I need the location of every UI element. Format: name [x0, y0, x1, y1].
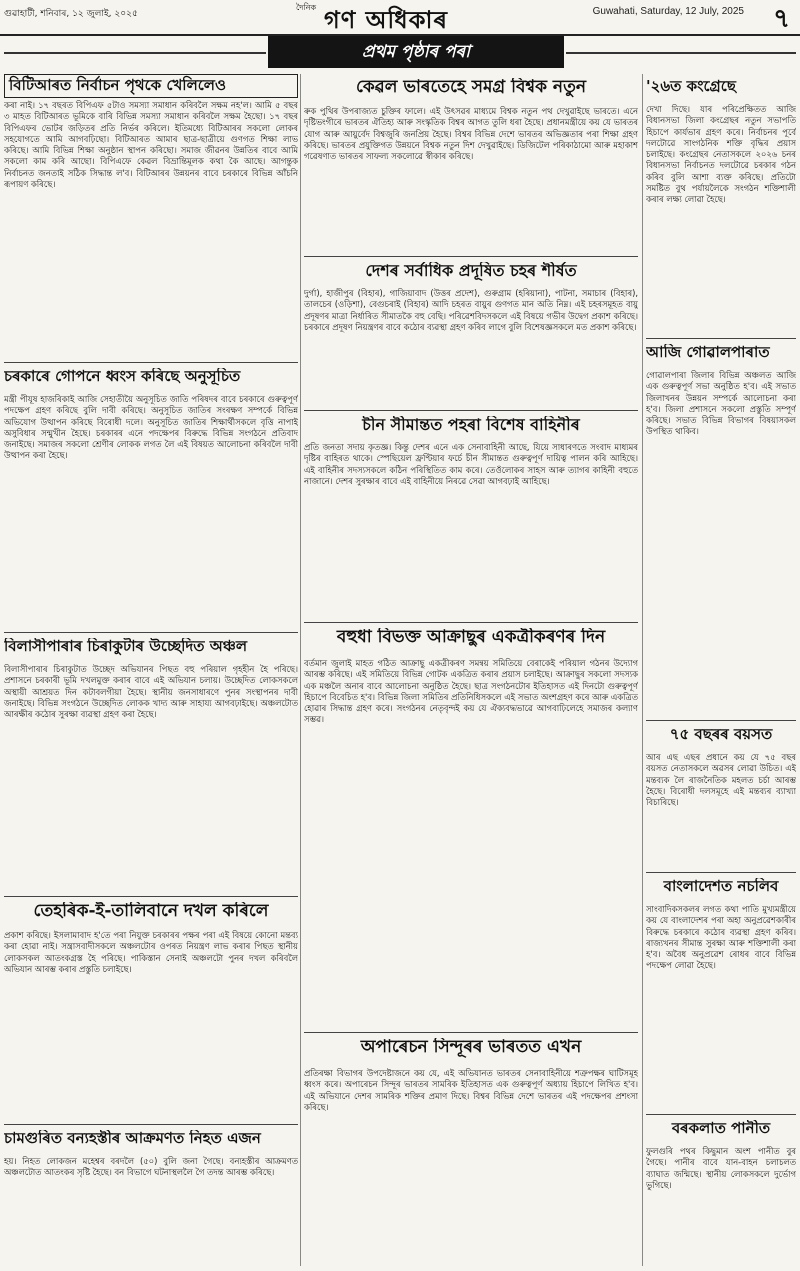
masthead-subtitle: দৈনিক — [296, 3, 317, 12]
column-separator — [642, 74, 643, 1266]
article-headline-box — [4, 1130, 298, 1152]
article-headline-box — [4, 368, 298, 390]
article-body — [646, 752, 796, 868]
article-headline-box — [304, 78, 638, 102]
banner-rule-left — [4, 52, 266, 54]
article-headline-box — [646, 726, 796, 748]
article-divider — [646, 872, 796, 873]
column-separator — [300, 74, 301, 1266]
article-body — [646, 104, 796, 334]
article-headline: আজি গোৱালপাৰাত — [646, 344, 770, 361]
article-text: প্ৰতিৰক্ষা বিভাগৰ উপদেষ্টাজনে কয় যে, এই অভিযানত ভাৰতৰ সেনাবাহিনীয়ে শত্ৰুপক্ষৰ ঘাটিসমূহ ধ্বংস কৰে। অপাৰেচন সিন্দূৰ ভাৰতৰ সামৰিক ইতিহাসত এক গুৰুত্বপূৰ্ণ অধ্যায় হিচাপে লিখিত হ'ব। এই অভিযানে দেশৰ সামৰিক শক্তিৰ প্ৰমাণ দিছে। বিশ্বৰ বিভিন্ন দেশে ভাৰতৰ এই পদক্ষেপৰ প্ৰশংসা কৰিছে। — [304, 1068, 638, 1112]
article-headline-box — [4, 74, 298, 98]
article-text: গোৱালপাৰা জিলাৰ বিভিন্ন অঞ্চলত আজি এক গুৰুত্বপূৰ্ণ সভা অনুষ্ঠিত হ'ব। এই সভাত জিলাখনৰ উন্নয়ন সম্পৰ্কে আলোচনা কৰা হ'ব। জিলা প্ৰশাসনে সকলো প্ৰস্তুতি সম্পূৰ্ণ কৰিছে। সভাত বিভিন্ন বিভাগৰ বিষয়াসকল উপস্থিত থাকিব। — [646, 370, 796, 437]
article-headline: বৰকলাত পানীত — [671, 1120, 771, 1137]
article-headline: ৭৫ বছৰৰ বয়সত — [669, 726, 773, 743]
banner-rule-right — [566, 52, 796, 54]
article-headline: চৰকাৰে গোপনে ধ্বংস কৰিছে অনুসূচিত — [4, 368, 241, 385]
article-headline-box — [4, 638, 298, 660]
date-bengali: গুৱাহাটী, শনিবাৰ, ১২ জুলাই, ২০২৫ — [4, 9, 138, 19]
article-headline: দেশৰ সৰ্বাধিক প্ৰদূষিত চহৰ শীৰ্ষত — [365, 262, 577, 280]
article-body — [304, 288, 638, 406]
article-text: আৰ এছ এছৰ প্ৰধানে কয় যে ৭৫ বছৰ বয়সত নেতাসকলে অৱসৰ লোৱা উচিত। এই মন্তব্যক লৈ ৰাজনৈতিক মহলত চৰ্চা আৰম্ভ হৈছে। বিৰোধী দলসমূহে এই মন্তব্যৰ ব্যাখ্যা বিচাৰিছে। — [646, 752, 796, 808]
article-body — [4, 1156, 298, 1266]
article-headline-box — [304, 416, 638, 438]
article-headline-box — [4, 902, 298, 926]
article-headline-box — [304, 1038, 638, 1064]
article-body — [304, 658, 638, 1028]
article-body — [646, 904, 796, 1110]
date-english: Guwahati, Saturday, 12 July, 2025 — [592, 6, 744, 17]
article-headline-box — [646, 1120, 796, 1142]
article-headline: চীন সীমান্তত পহৰা বিশেষ বাহিনীৰ — [362, 416, 580, 434]
article-body — [646, 370, 796, 716]
article-text: কৰা নাই। ১৭ বছৰত বিপিএফ ৫টাও সমস্যা সমাধান কৰিবলৈ সক্ষম নহ'ল। আমি ৫ বছৰ ৩ মাহত বিটিআৰত ভূমিকে বাৰি বিভিন্ন সমস্যা সমাধান কৰিবলৈ সক্ষম হৈছো। ১৭ বছৰ বিপিএফৰ ভোটৰ জড়িতৰ প্ৰতি নিৰ্ভৰ কৰিলে। ইতিমধ্যে বিটিআৰৰ সকলো লোকৰ সহযোগতে আমি আগবঢ়িছো। বিটিআৰত আমাৰ ছাত্ৰ-ছাত্ৰীয়ে গুণগত শিক্ষা লাভ কৰিছে। আমি বিভিন্ন শিক্ষা অনুষ্ঠান স্থাপন কৰিছো। সমাজ জীৱনৰ উন্নতিৰ বাবে আমি সকলো কাম কৰি আছো। বিপিএফে কেৱল বিভ্ৰান্তিমূলক কথা কৈ আছে। আগন্তুক নিৰ্বাচনত জনতাই সঠিক সিদ্ধান্ত ল'ব। বিটিআৰৰ উন্নয়নৰ বাবে চৰকাৰে বিভিন্ন আঁচনি ৰূপায়ণ কৰিছে। — [4, 100, 298, 190]
article-headline: বিটিআৰত নিৰ্বাচন পৃথকে খেলিলেও — [9, 76, 227, 94]
article-text: প্ৰতি জনতা সদায় কৃতজ্ঞ। কিন্তু দেশৰ এনে এক সেনাবাহিনী আছে, যিয়ে সাধাৰণতে সংবাদ মাধ্যমৰ দৃষ্টিৰ বাহিৰত থাকে। স্পেছিয়েল ফ্ৰণ্টিয়াৰ ফৰ্চে চীন সীমান্তত গুৰুত্বপূৰ্ণ দায়িত্ব পালন কৰি আহিছে। এই বাহিনীৰ সদস্যসকলে কঠিন পৰিস্থিতিত কাম কৰে। তেওঁলোকৰ সাহস আৰু ত্যাগৰ কাহিনী বহুতে নাজানে। দেশৰ সুৰক্ষাৰ বাবে এই বাহিনীয়ে নিৰৱে সেৱা আগবঢ়াই আহিছে। — [304, 442, 638, 486]
article-headline-box — [646, 344, 796, 366]
masthead-title: গণ অধিকাৰ — [324, 6, 448, 34]
article-body — [304, 106, 638, 252]
article-body — [4, 394, 298, 628]
article-headline-box — [646, 78, 796, 100]
article-headline: চামগুৰিত বন্যহস্তীৰ আক্ৰমণত নিহত এজন — [4, 1130, 261, 1147]
section-banner: প্ৰথম পৃষ্ঠাৰ পৰা — [268, 36, 564, 68]
article-body — [304, 442, 638, 618]
article-divider — [304, 410, 638, 411]
article-text: বৰ্তমান জুলাই মাহত গঠিত আক্ৰাছু একত্ৰীকৰণ সমন্বয় সমিতিয়ে বেৰাকেই পৰিয়াল গঠনৰ উদ্যোগ আৰম্ভ কৰিছে। এই সমিতিয়ে বিভিন্ন গোটক একত্ৰিত কৰাৰ প্ৰয়াস চলাইছে। আক্ৰাছুৰ সকলো সদস্যক এক মঞ্চলৈ অনাৰ বাবে আলোচনা অনুষ্ঠিত হৈছে। ছাত্ৰ সংগঠনটোৰ ইতিহাসত এই দিনটো গুৰুত্বপূৰ্ণ হিচাপে বিবেচিত হ'ব। বিভিন্ন জিলা সমিতিৰ প্ৰতিনিধিসকলে এই সভাত অংশগ্ৰহণ কৰে আৰু একত্ৰিত হোৱাৰ সিদ্ধান্ত গ্ৰহণ কৰে। সংগঠনৰ নেতৃবৃন্দই কয় যে ঐক্যবদ্ধভাৱে আগবাঢ়িলেহে সমাজৰ কল্যাণ সম্ভৱ। — [304, 658, 638, 725]
article-divider — [4, 1124, 298, 1125]
article-text: ফুলগুৰি পথৰ কিছুমান অংশ পানীত বুৰ গৈছে। পানীৰ বাবে যান-বাহন চলাচলত ব্যাঘাত জন্মিছে। স্থানীয় লোকসকলে দুৰ্ভোগ ভুগিছে। — [646, 1146, 796, 1190]
article-text: দুৰ্গা), হাজীপুৰ (বিহাৰ), গাজিয়াবাদ (উত্তৰ প্ৰদেশ), গুৰুগ্ৰাম (হৰিয়ানা), পাটনা, সমাচাৰ (বিহাৰ), তালচেৰ (ওড়িশা), বেগুচৰাই (বিহাৰ) আদি চহৰত বায়ুৰ গুণগত মান অতি নিম্ন। এই চহৰসমূহত বায়ু প্ৰদূষণৰ মাত্ৰা নিৰ্ধাৰিত সীমাতকৈ বহু বেছি। পৰিৱেশবিদসকলে এই বিষয়ে গভীৰ উদ্বেগ প্ৰকাশ কৰিছে। চৰকাৰে প্ৰদূষণ নিয়ন্ত্ৰণৰ বাবে কঠোৰ ব্যৱস্থা গ্ৰহণ কৰিব লাগে বুলি বিশেষজ্ঞসকলে মত প্ৰকাশ কৰিছে। — [304, 288, 638, 332]
article-divider — [304, 1032, 638, 1033]
article-body — [646, 1146, 796, 1266]
article-headline-box — [646, 878, 796, 900]
masthead — [236, 0, 536, 36]
article-divider — [4, 362, 298, 363]
article-headline: তেহৰিক-ই-তালিবানে দখল কৰিলে — [33, 902, 269, 921]
article-divider — [304, 256, 638, 257]
article-text: প্ৰকাশ কৰিছে। ইসলামাবাদ হ'তে পৰা নিযুক্ত চৰকাৰৰ পক্ষৰ পৰা এই বিষয়ে কোনো মন্তব্য কৰা হোৱা নাই। সন্ত্ৰাসবাদীসকলে অঞ্চলটোৰ ওপৰত নিয়ন্ত্ৰণ লাভ কৰাৰ পিছত স্থানীয় লোকসকল আতংকগ্ৰস্ত হৈ পৰিছে। পাকিস্তান সেনাই অঞ্চলটো পুনৰ দখল কৰিবলৈ অভিযান আৰম্ভ কৰাৰ প্ৰস্তুতি চলাইছে। — [4, 930, 298, 974]
article-text: ৰুক পুথিৰ উপৰাজ্যত চুক্তিৰ ফালে। এই উৎসৱৰ মাধ্যমে বিশ্বক নতুন পথ দেখুৱাইছে ভাৰতে। এনে দৃষ্টিভংগীৰে ভাৰতৰ ঐতিহ্য আৰু সংস্কৃতিক বিশ্বৰ আগত তুলি ধৰা হৈছে। প্ৰধানমন্ত্ৰীয়ে কয় যে ভাৰতৰ যোগ আৰু আয়ুৰ্বেদ বিশ্বজুৰি জনপ্ৰিয় হৈছে। বিশ্বৰ বিভিন্ন দেশে ভাৰতৰ অভিজ্ঞতাৰ পৰা শিক্ষা গ্ৰহণ কৰিছে। ভাৰতৰ প্ৰযুক্তিগত উন্নয়নে বিশ্বক নতুন দিশ দেখুৱাইছে। ডিজিটেল পৰিকাঠামো আৰু মহাকাশ গৱেষণাত ভাৰতৰ সাফল্য সকলোৱে স্বীকাৰ কৰিছে। — [304, 106, 638, 162]
article-headline: কেৱল ভাৰতেহে সমগ্ৰ বিশ্বক নতুন — [356, 78, 586, 97]
article-text: বিলাসীপাৰাৰ চিৰাকুটাত উচ্ছেদ অভিযানৰ পিছত বহু পৰিয়াল গৃহহীন হৈ পৰিছে। প্ৰশাসনে চৰকাৰী ভূমি দখলমুক্ত কৰাৰ বাবে এই অভিযান চলায়। উচ্ছেদিত লোকসকলে অস্থায়ী আশ্ৰয়ত দিন কটাবলগীয়া হৈছে। স্থানীয় জনসাধাৰণে পুনৰ সংস্থাপনৰ দাবী জনাইছে। বিভিন্ন সংগঠনে উচ্ছেদিত লোকক খাদ্য আৰু সাহায্য আগবঢ়াইছে। অঞ্চলটোত আৰক্ষীৰ কঠোৰ সুৰক্ষা ব্যৱস্থা গ্ৰহণ কৰা হৈছে। — [4, 664, 298, 720]
page-header — [0, 0, 800, 38]
article-body — [4, 100, 298, 358]
article-text: হয়। নিহত লোকজন মহেশ্বৰ বৰদলৈ (৫০) বুলি জনা গৈছে। বন্যহস্তীৰ আক্ৰমণত অঞ্চলটোত আতংকৰ সৃষ্টি হৈছে। বন বিভাগে ঘটনাস্থললৈ গৈ তদন্ত আৰম্ভ কৰিছে। — [4, 1156, 298, 1178]
article-body — [4, 930, 298, 1120]
article-headline: অপাৰেচন সিন্দূৰৰ ভাৰতত এখন — [360, 1038, 582, 1057]
article-headline-box — [304, 262, 638, 284]
article-divider — [646, 338, 796, 339]
article-headline: বাংলাদেশত নচলিব — [663, 878, 779, 895]
article-divider — [4, 632, 298, 633]
article-headline: বিলাসীপাৰাৰ চিৰাকুটাৰ উচ্ছেদিত অঞ্চল — [4, 638, 248, 655]
article-body — [304, 1068, 638, 1266]
article-text: মন্ত্ৰী পীযূষ হাজৰিকাই আজি সেহাতীয়ৈ অনুসূচিত জাতি পৰিষদৰ বাবে চৰকাৰে গুৰুত্বপূৰ্ণ পদক্ষেপ গ্ৰহণ কৰিছে বুলি দাবী কৰিছে। অনুসূচিত জাতিৰ সংৰক্ষণ সম্পৰ্কে বিভিন্ন অভিযোগ উত্থাপন কৰিছে বিৰোধী দলে। অনুসূচিত জাতিৰ শিক্ষাৰ্থীসকলে বৃত্তি নাপাই অসুবিধাৰ সন্মুখীন হৈছে। চৰকাৰৰ এনে পদক্ষেপৰ বিৰুদ্ধে বিভিন্ন সংগঠনে প্ৰতিবাদ জনাইছে। সমাজৰ সকলো শ্ৰেণীৰ লোকক লগত লৈ এই বিষয়ত আলোচনা কৰিবলৈ দাবী উত্থাপন কৰা হৈছে। — [4, 394, 298, 461]
article-headline: বহুধা বিভক্ত আক্ৰাছুৰ একত্ৰীকৰণৰ দিন — [336, 628, 606, 647]
article-text: দেখা দিছে। যাৰ পৰিপ্ৰেক্ষিতত আজি বিধানসভা জিলা কংগ্ৰেছৰ নতুন সভাপতি হিচাপে কাৰ্যভাৰ গ্ৰহণ কৰে। নিৰ্বাচনৰ পূৰ্বে দলটোৱে সাংগঠনিক শক্তি বৃদ্ধিৰ প্ৰয়াস চলাইছে। কংগ্ৰেছৰ নেতাসকলে ২০২৬ চনৰ বিধানসভা নিৰ্বাচনত দলটোৱে চৰকাৰ গঠন কৰিব বুলি আশা ব্যক্ত কৰিছে। প্ৰতিটো সমষ্টিত বুথ পৰ্যায়লৈকে সংগঠন শক্তিশালী কৰাৰ লক্ষ্য লোৱা হৈছে। — [646, 104, 796, 205]
article-headline: '২৬ত কংগ্ৰেছে — [646, 78, 736, 95]
article-divider — [304, 622, 638, 623]
article-divider — [4, 896, 298, 897]
article-text: সাংবাদিকসকলৰ লগত কথা পাতি মুখ্যমন্ত্ৰীয়ে কয় যে বাংলাদেশৰ পৰা অহা অনুপ্ৰৱেশকাৰীৰ বিৰুদ্ধে চৰকাৰে কঠোৰ ব্যৱস্থা গ্ৰহণ কৰিব। ৰাজ্যখনৰ সীমান্ত সুৰক্ষা আৰু শক্তিশালী কৰা হ'ব। অবৈধ অনুপ্ৰৱেশ ৰোধৰ বাবে বিভিন্ন পদক্ষেপ লোৱা হৈছে। — [646, 904, 796, 971]
page-number: ৭ — [773, 4, 790, 34]
article-divider — [646, 720, 796, 721]
article-body — [4, 664, 298, 892]
article-headline-box — [304, 628, 638, 654]
article-divider — [646, 1114, 796, 1115]
